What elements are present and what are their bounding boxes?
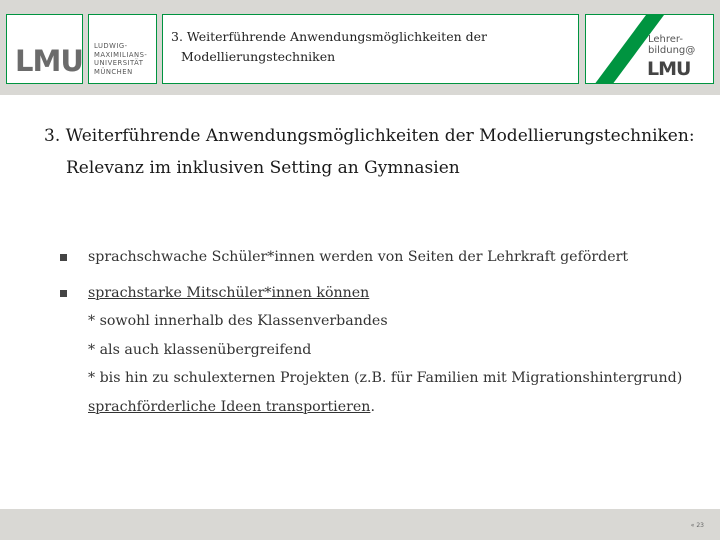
lehrerbildung-text [648, 34, 695, 56]
lehrerbildung-line1: Lehrer- [648, 34, 684, 45]
sub-point: * bis hin zu schulexternen Projekten (z.B. für Familien mit Migrationshintergrund) [88, 370, 683, 386]
sub-point: * als auch klassenübergreifend [88, 341, 312, 358]
slide-title-line1: 3. Weiterführende Anwendungsmöglichkeiten der Modellierungstechniken: [44, 126, 695, 146]
lmu-logo [6, 14, 83, 84]
slide-title-line2: Relevanz im inklusiven Setting an Gymnasien [66, 158, 460, 178]
footer-band [0, 509, 720, 540]
lehrerbildung-line2: bildung@ [648, 45, 696, 56]
header-band [0, 0, 720, 95]
lehrerbildung-lmu: LMU [647, 58, 691, 80]
university-line: MÜNCHEN [94, 67, 133, 76]
university-name [94, 42, 147, 76]
slide-title [44, 120, 704, 184]
bullet-item [60, 243, 710, 272]
bullet-conclusion-text: sprachförderliche Ideen transportieren [88, 398, 371, 415]
university-line: UNIVERSITÄT [94, 59, 144, 68]
header-title [171, 27, 487, 67]
header-title-line1: 3. Weiterführende Anwendungsmöglichkeiten der [171, 29, 488, 44]
lmu-logo-text: LMU [15, 44, 83, 78]
header-title-box [162, 14, 579, 84]
square-bullet-icon [60, 290, 67, 297]
bullet-heading: sprachstarke Mitschüler*innen können [88, 284, 370, 301]
university-name-box [88, 14, 157, 84]
bullet-list [60, 243, 710, 421]
page-number: « 23 [690, 522, 704, 529]
bullet-text: sprachschwache Schüler*innen werden von Seiten der Lehrkraft gefördert [88, 249, 629, 265]
header-title-line2: Modellierungstechniken [181, 49, 336, 64]
bullet-item [60, 279, 710, 422]
sub-point: * sowohl innerhalb des Klassenverbandes [88, 313, 388, 329]
university-line: MAXIMILIANS- [94, 50, 148, 59]
lehrerbildung-logo [585, 14, 714, 84]
bullet-conclusion-period: . [370, 398, 375, 415]
square-bullet-icon [60, 254, 67, 261]
university-line: LUDWIG- [94, 42, 128, 50]
bullet-conclusion [88, 393, 710, 422]
